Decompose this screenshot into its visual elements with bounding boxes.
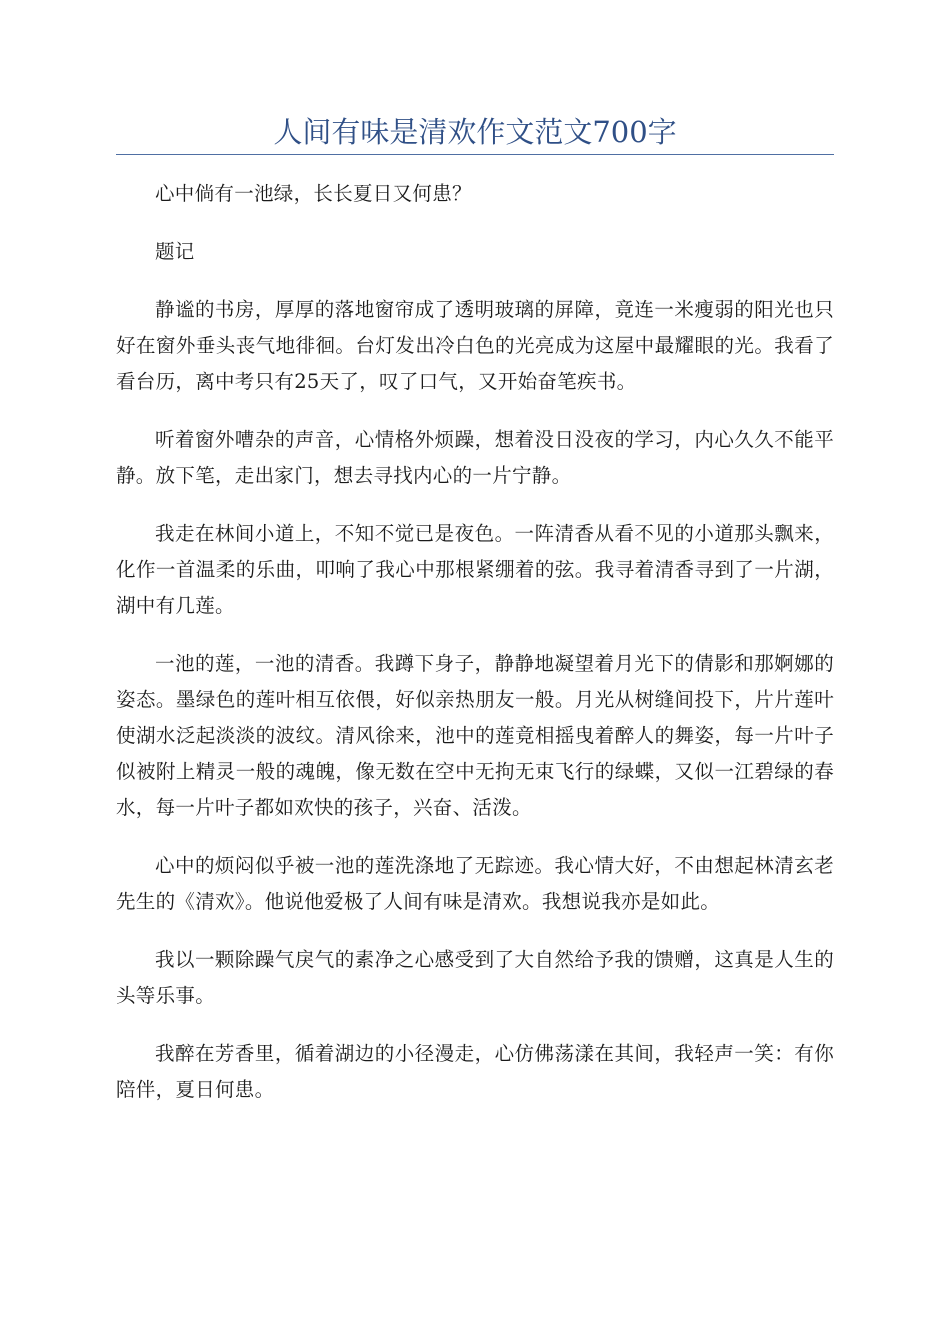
paragraph-6: 一池的莲，一池的清香。我蹲下身子，静静地凝望着月光下的倩影和那婀娜的姿态。墨绿色的莲叶相互依偎，好似亲热朋友一般。月光从树缝间投下，片片莲叶使湖水泛起淡淡的波纹。清风徐来，池中的莲竟相摇曳着醉人的舞姿，每一片叶子似被附上精灵一般的魂魄，像无数在空中无拘无束飞行的绿蝶，又似一江碧绿的春水，每一片叶子都如欢快的孩子，兴奋、活泼。 xyxy=(116,652,834,819)
paragraph-1: 心中倘有一池绿，长长夏日又何患？ xyxy=(155,182,472,205)
paragraph-7: 心中的烦闷似乎被一池的莲洗涤地了无踪迹。我心情大好，不由想起林清玄老先生的《清欢》。他说他爱极了人间有味是清欢。我想说我亦是如此。 xyxy=(116,854,834,913)
document-body xyxy=(116,176,834,1130)
paragraph-4: 听着窗外嘈杂的声音，心情格外烦躁，想着没日没夜的学习，内心久久不能平静。放下笔，走出家门，想去寻找内心的一片宁静。 xyxy=(116,428,834,487)
title-underline xyxy=(116,154,834,155)
paragraph-5: 我走在林间小道上，不知不觉已是夜色。一阵清香从看不见的小道那头飘来，化作一首温柔的乐曲，叩响了我心中那根紧绷着的弦。我寻着清香寻到了一片湖，湖中有几莲。 xyxy=(116,522,834,617)
paragraph-2: 题记 xyxy=(155,240,195,263)
paragraph-9: 我醉在芳香里，循着湖边的小径漫走，心仿佛荡漾在其间，我轻声一笑：有你陪伴，夏日何患。 xyxy=(116,1042,834,1101)
paragraph-8: 我以一颗除躁气戾气的素净之心感受到了大自然给予我的馈赠，这真是人生的头等乐事。 xyxy=(116,948,834,1007)
paragraph-3: 静谧的书房，厚厚的落地窗帘成了透明玻璃的屏障，竟连一米瘦弱的阳光也只好在窗外垂头丧气地徘徊。台灯发出冷白色的光亮成为这屋中最耀眼的光。我看了看台历，离中考只有25天了，叹了口气，又开始奋笔疾书。 xyxy=(116,298,834,393)
document-title: 人间有味是清欢作文范文700字 xyxy=(273,115,677,149)
